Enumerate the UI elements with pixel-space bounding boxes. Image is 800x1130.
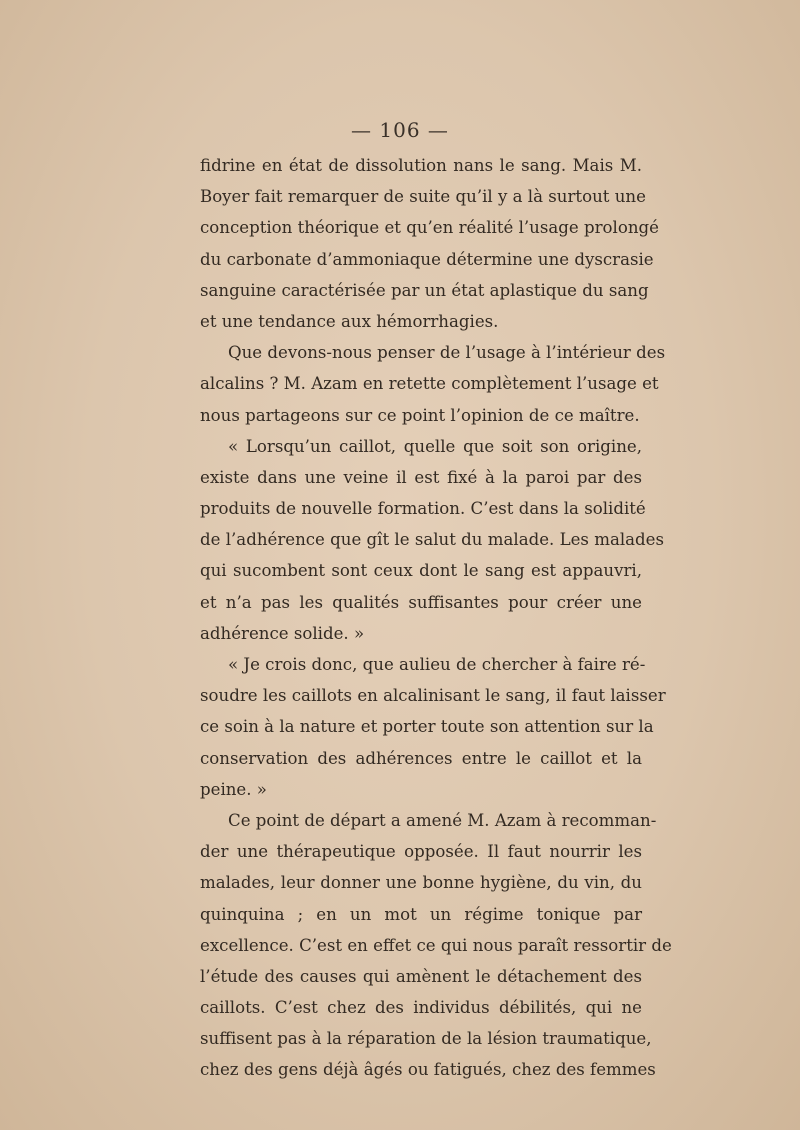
- text-line: et une tendance aux hémorrhagies.: [200, 311, 499, 331]
- text-line: nous partageons sur ce point l’opinion de ce maître.: [200, 405, 640, 425]
- text-line: alcalins ? M. Azam en retette complètement l’usage et: [200, 374, 659, 394]
- text-line: et n’a pas les qualités suffisantes pour créer une: [200, 592, 642, 612]
- text-line: malades, leur donner une bonne hygiène, du vin, du: [200, 873, 642, 893]
- text-line: soudre les caillots en alcalinisant le sang, il faut laisser: [200, 686, 666, 706]
- text-line: « Lorsqu’un caillot, quelle que soit son origine,: [228, 436, 642, 456]
- text-line: conception théorique et qu’en réalité l’usage prolongé: [200, 218, 659, 238]
- text-line: fidrine en état de dissolution nans le sang. Mais M.: [200, 156, 642, 175]
- text-line: existe dans une veine il est fixé à la paroi par des: [200, 467, 642, 487]
- text-line: suffisent pas à la réparation de la lésion traumatique,: [200, 1029, 652, 1049]
- text-line: conservation des adhérences entre le caillot et la: [200, 748, 642, 768]
- text-line: produits de nouvelle formation. C’est dans la solidité: [200, 499, 646, 519]
- text-line: Boyer fait remarquer de suite qu’il y a là surtout une: [200, 187, 646, 207]
- text-line: l’étude des causes qui amènent le détachement des: [200, 966, 642, 986]
- text-line: qui sucombent sont ceux dont le sang est appauvri,: [200, 561, 642, 581]
- text-line: chez des gens déjà âgés ou fatigués, chez des femmes: [200, 1060, 656, 1080]
- text-line: du carbonate d’ammoniaque détermine une dyscrasie: [200, 249, 654, 269]
- text-line: ce soin à la nature et porter toute son attention sur la: [200, 717, 654, 737]
- body-text: [200, 150, 672, 1086]
- text-line: caillots. C’est chez des individus débilités, qui ne: [200, 998, 642, 1018]
- text-line: quinquina ; en un mot un régime tonique par: [200, 904, 642, 924]
- text-line: excellence. C’est en effet ce qui nous paraît ressortir de: [200, 935, 672, 955]
- text-line: adhérence solide. »: [200, 623, 365, 643]
- text-line: « Je crois donc, que aulieu de chercher à faire ré-: [228, 655, 646, 674]
- text-line: Que devons-nous penser de l’usage à l’intérieur des: [228, 343, 666, 363]
- text-line: de l’adhérence que gît le salut du malade. Les malades: [200, 530, 664, 550]
- page-number: — 106 —: [351, 118, 449, 142]
- text-line: Ce point de départ a amené M. Azam à recomman-: [228, 810, 657, 830]
- text-line: der une thérapeutique opposée. Il faut nourrir les: [200, 842, 642, 862]
- text-line: peine. »: [200, 779, 267, 799]
- text-line: sanguine caractérisée par un état aplastique du sang: [200, 280, 649, 300]
